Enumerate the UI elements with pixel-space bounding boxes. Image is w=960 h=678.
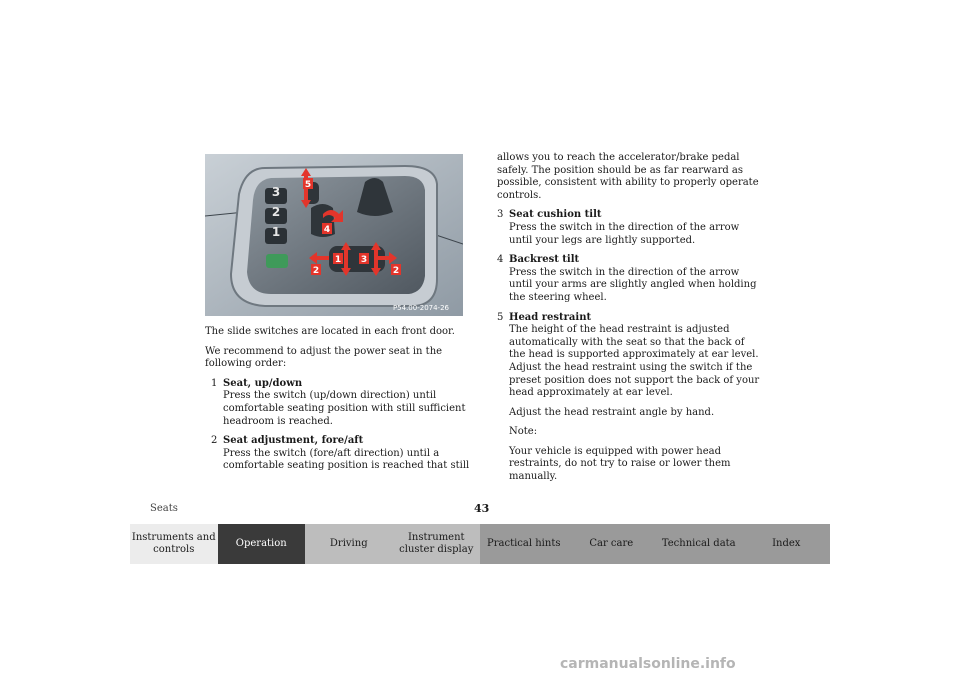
item-text: The height of the head restraint is adjusted automatically with the seat so that the back of the head is supported approximately at ear level. Adjust the head restraint using the switch if the preset position does not support the back of your head approximately at ear level. — [509, 324, 760, 399]
right-column — [497, 152, 762, 491]
tab-car-care[interactable]: Car care — [568, 524, 656, 564]
note-text: Your vehicle is equipped with power head restraints, do not try to raise or lower them manually. — [509, 445, 731, 483]
item-title: Head restraint — [509, 311, 592, 323]
label-fore-aft-2a: 2 — [312, 266, 320, 276]
note-label: Note: — [509, 426, 538, 438]
item-text: Press the switch (up/down direction) until comfortable seating position with still sufficient headroom is reached. — [223, 390, 466, 427]
left-column — [205, 326, 475, 480]
figure-code: P54.00-2074-26 — [392, 304, 449, 312]
list-item — [497, 209, 762, 247]
label-tilt-3: 3 — [360, 255, 368, 265]
tab-index[interactable]: Index — [743, 524, 831, 564]
label-seat-1: 1 — [334, 255, 342, 265]
intro-paragraph: The slide switches are located in each front door. — [205, 326, 455, 337]
item-number: 3 — [497, 209, 504, 221]
item-number: 2 — [211, 435, 218, 447]
section-title: Seats — [150, 503, 178, 514]
chapter-nav — [130, 524, 830, 564]
label-fore-aft-2b: 2 — [392, 266, 400, 276]
item-title: Seat adjustment, fore/aft — [223, 435, 364, 447]
item-number: 4 — [497, 254, 504, 266]
label-headrest-5: 5 — [304, 180, 312, 190]
continuation-paragraph: allows you to reach the accelerator/brake pedal safely. The position should be as far rearward as possible, consistent with ability to properly operate controls. — [497, 152, 759, 201]
item-title: Seat, up/down — [223, 377, 303, 389]
memory-label-1: 1 — [271, 225, 281, 239]
tab-driving[interactable]: Driving — [305, 524, 393, 564]
label-backrest-4: 4 — [323, 225, 331, 235]
seat-switch-illustration — [205, 154, 463, 316]
tab-operation[interactable]: Operation — [218, 524, 306, 564]
item-text: Press the switch in the direction of the arrow until your legs are lightly supported. — [509, 221, 740, 246]
list-item — [497, 254, 762, 304]
list-item — [211, 435, 475, 473]
footer-watermark: carmanualsonline.info — [560, 656, 736, 672]
item-number: 1 — [211, 377, 218, 389]
item-title: Seat cushion tilt — [509, 209, 602, 221]
item-text: Press the switch (fore/aft direction) until a comfortable seating position is reached that still — [223, 447, 470, 472]
tab-instrument-cluster[interactable]: Instrument cluster display — [393, 524, 481, 564]
memory-label-2: 2 — [271, 205, 281, 219]
seat-switch-figure — [205, 154, 463, 316]
item-title: Backrest tilt — [509, 254, 580, 266]
tab-technical-data[interactable]: Technical data — [655, 524, 743, 564]
tab-instruments-controls[interactable]: Instruments and controls — [130, 524, 218, 564]
page-number: 43 — [474, 502, 490, 515]
list-item — [211, 378, 475, 428]
item-text: Press the switch in the direction of the arrow until your arms are slightly angled when holding the steering wheel. — [509, 266, 757, 303]
list-item — [497, 312, 762, 484]
memory-label-3: 3 — [271, 185, 281, 199]
recommend-paragraph: We recommend to adjust the power seat in the following order: — [205, 345, 443, 370]
adjust-paragraph: Adjust the head restraint angle by hand. — [509, 406, 715, 418]
item-number: 5 — [497, 311, 504, 323]
tab-practical-hints[interactable]: Practical hints — [480, 524, 568, 564]
